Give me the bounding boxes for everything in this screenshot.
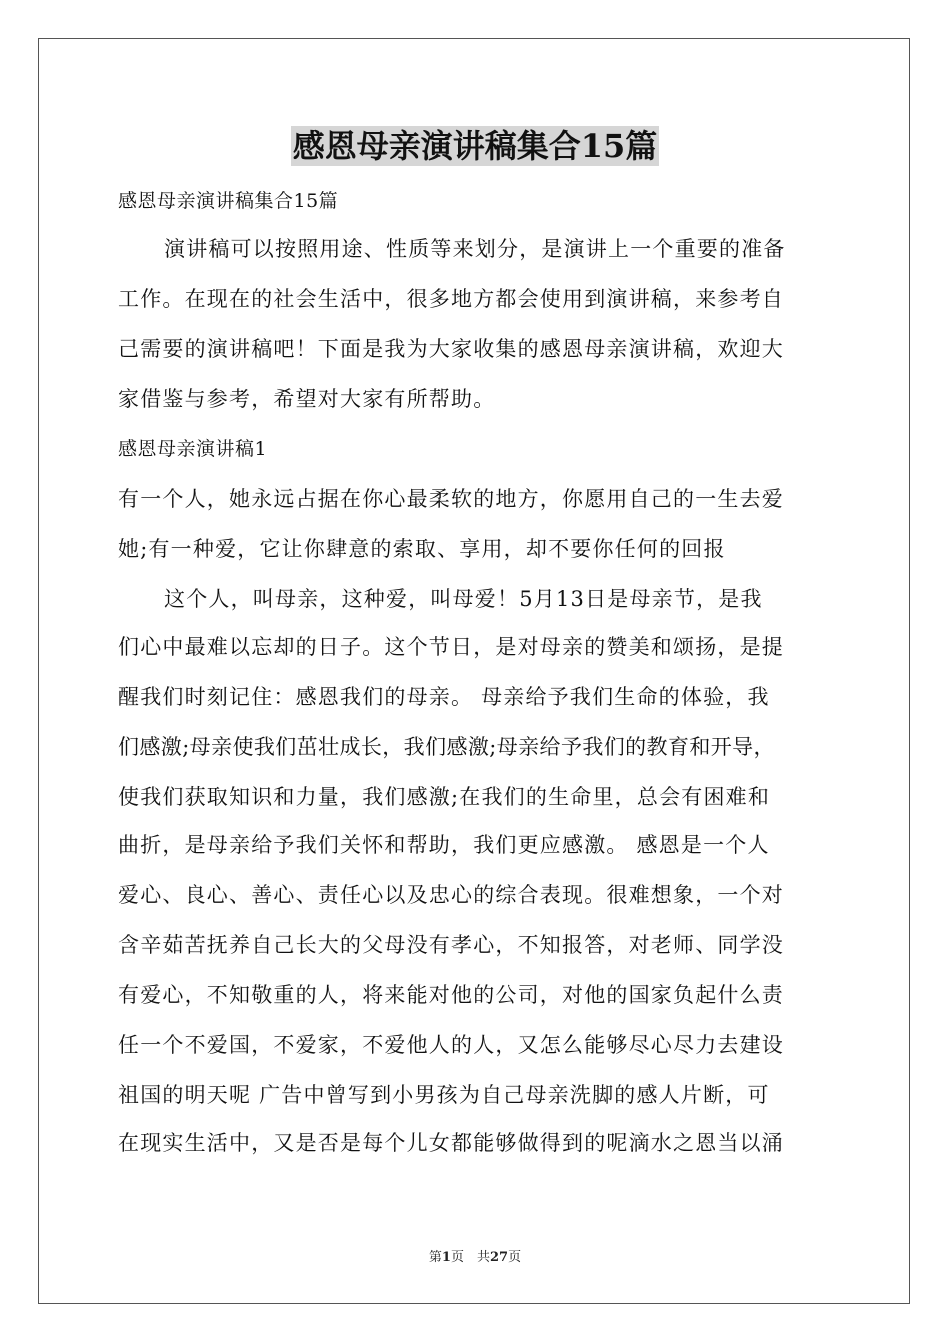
paragraph-line: 使我们获取知识和力量，我们感激;在我们的生命里，总会有困难和: [118, 785, 771, 809]
footer-page-total: 27: [489, 1250, 509, 1265]
intro-line: 演讲稿可以按照用途、性质等来划分，是演讲上一个重要的准备: [164, 237, 786, 261]
intro-line: 工作。在现在的社会生活中，很多地方都会使用到演讲稿，来参考自: [118, 287, 784, 311]
title-container: [0, 126, 950, 166]
paragraph-line: 祖国的明天呢 广告中曾写到小男孩为自己母亲洗脚的感人片断，可: [118, 1083, 770, 1107]
intro-line: 家借鉴与参考，希望对大家有所帮助。: [118, 387, 496, 411]
footer-page-mid: 页 共: [450, 1250, 490, 1265]
paragraph-line: 有一个人，她永远占据在你心最柔软的地方，你愿用自己的一生去爱: [118, 487, 784, 511]
footer-page-current: 1: [441, 1250, 451, 1265]
document-subtitle: 感恩母亲演讲稿集合15篇: [118, 190, 339, 212]
paragraph-line: 任一个不爱国，不爱家，不爱他人的人，又怎么能够尽心尽力去建设: [118, 1033, 784, 1057]
paragraph-line: 爱心、良心、善心、责任心以及忠心的综合表现。很难想象，一个对: [118, 883, 784, 907]
paragraph-line: 曲折，是母亲给予我们关怀和帮助，我们更应感激。 感恩是一个人: [118, 833, 770, 857]
paragraph-line: 含辛茹苦抚养自己长大的父母没有孝心，不知报答，对老师、同学没: [118, 933, 784, 957]
intro-line: 己需要的演讲稿吧！下面是我为大家收集的感恩母亲演讲稿，欢迎大: [118, 337, 784, 361]
paragraph-line: 们感激;母亲使我们茁壮成长，我们感激;母亲给予我们的教育和开导，: [118, 735, 775, 759]
paragraph-line: 们心中最难以忘却的日子。这个节日，是对母亲的赞美和颂扬，是提: [118, 635, 784, 659]
page-footer: [0, 1246, 950, 1265]
footer-page-prefix: 第: [428, 1250, 442, 1265]
page-border: [38, 38, 910, 1304]
paragraph-line: 醒我们时刻记住：感恩我们的母亲。 母亲给予我们生命的体验，我: [118, 685, 770, 709]
paragraph-line: 有爱心，不知敬重的人，将来能对他的公司，对他的国家负起什么责: [118, 983, 784, 1007]
document-title: 感恩母亲演讲稿集合15篇: [292, 127, 658, 165]
paragraph-line: 这个人，叫母亲，这种爱，叫母爱！5月13日是母亲节，是我: [164, 587, 763, 611]
footer-page-suffix: 页: [508, 1250, 522, 1265]
paragraph-line: 在现实生活中，又是否是每个儿女都能够做得到的呢滴水之恩当以涌: [118, 1131, 784, 1155]
section-heading: 感恩母亲演讲稿1: [118, 438, 268, 460]
paragraph-line: 她;有一种爱，它让你肆意的索取、享用，却不要你任何的回报: [118, 537, 726, 561]
